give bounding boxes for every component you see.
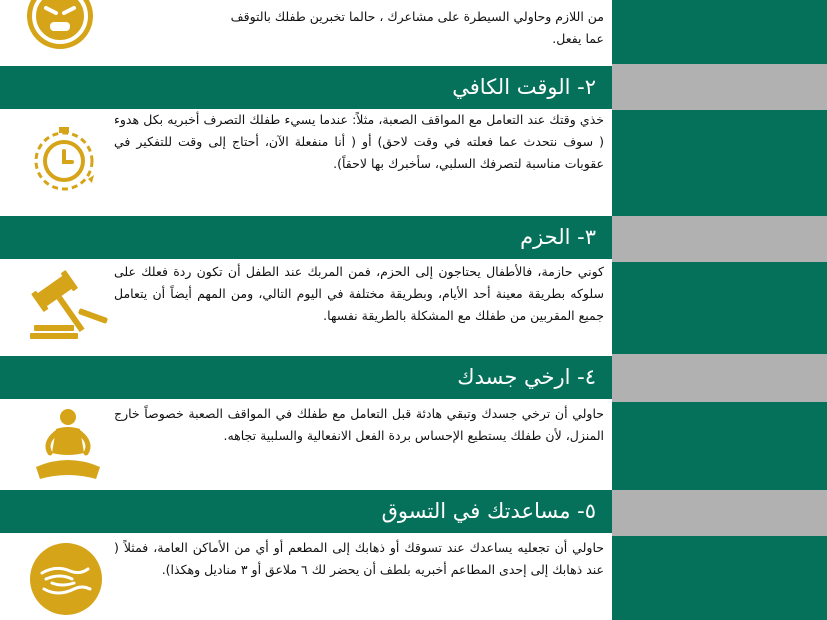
section-4-header	[0, 356, 612, 399]
section-5-body	[0, 533, 612, 620]
section-3-title: ٣- الحزم	[520, 225, 596, 249]
section-5-text: حاولي أن تجعليه يساعدك عند تسوقك أو ذهابك إلى المطعم أو أي من الأماكن العامة، فمثلاً ( عند ذهابك إلى إحدى المطاعم أخبريه بلطف أن يحضر لك ٦ ملاعق أو ٣ مناديل وهكذا).	[114, 540, 604, 577]
section-2-header	[0, 66, 612, 109]
gavel-icon	[28, 267, 112, 343]
section-4-title: ٤- ارخي جسدك	[457, 365, 596, 389]
angry-face-icon	[22, 0, 98, 54]
meditation-icon	[30, 405, 106, 485]
side-strip-gray-2	[612, 216, 827, 262]
section-3-text: كوني حازمة، فالأطفال يحتاجون إلى الحزم، فمن المربك عند الطفل أن تكون ردة فعلك على سلوكه بطريقة معينة أحد الأيام، وبطريقة مختلفة في اليوم التالي، ومن المهم أيضاً أن يتعامل جميع المقربين من طفلك مع المشكلة بالطريقة نفسها.	[114, 264, 604, 323]
section-2-body	[0, 109, 612, 214]
side-strip-green-3	[612, 262, 827, 354]
section-4-text: حاولي أن ترخي جسدك وتبقي هادئة قبل التعامل مع طفلك في المواقف الصعبة خصوصاً خارج المنزل، لأن طفلك يستطيع الإحساس بردة الفعل الانفعالية والسلبية تجاهه.	[114, 406, 604, 443]
side-strip-green-2	[612, 110, 827, 216]
side-strip-gray-3	[612, 354, 827, 402]
side-strip-green-1	[612, 0, 827, 64]
section-5-title: ٥- مساعدتك في التسوق	[381, 499, 596, 523]
section-1-body	[0, 0, 612, 64]
side-strip-green-4	[612, 402, 827, 490]
side-strip-gray-1	[612, 64, 827, 110]
section-4-body	[0, 399, 612, 487]
helping-hands-icon	[26, 539, 106, 619]
section-3-header	[0, 216, 612, 259]
section-1-text-line1: من اللازم وحاولي السيطرة على مشاعرك ، حالما تخبرين طفلك بالتوقف	[230, 9, 604, 24]
section-2-title: ٢- الوقت الكافي	[452, 75, 596, 99]
section-3-body	[0, 259, 612, 354]
section-1-text-line2: عما يفعل.	[552, 31, 604, 46]
side-strip-gray-4	[612, 490, 827, 536]
section-2-text: خذي وقتك عند التعامل مع المواقف الصعبة، مثلاً: عندما يسيء طفلك التصرف أخبريه بكل هدوء ( سوف نتحدث عما فعلته في وقت لاحق) أو ( أنا منفعلة الآن، أحتاج إلى وقت للتفكير في عقوبات مناسبة لتصرفك السلبي، سأخبرك بها لاحقاً).	[114, 112, 604, 171]
side-strip-green-5	[612, 536, 827, 620]
section-5-header	[0, 490, 612, 533]
timer-clock-icon	[26, 121, 102, 197]
